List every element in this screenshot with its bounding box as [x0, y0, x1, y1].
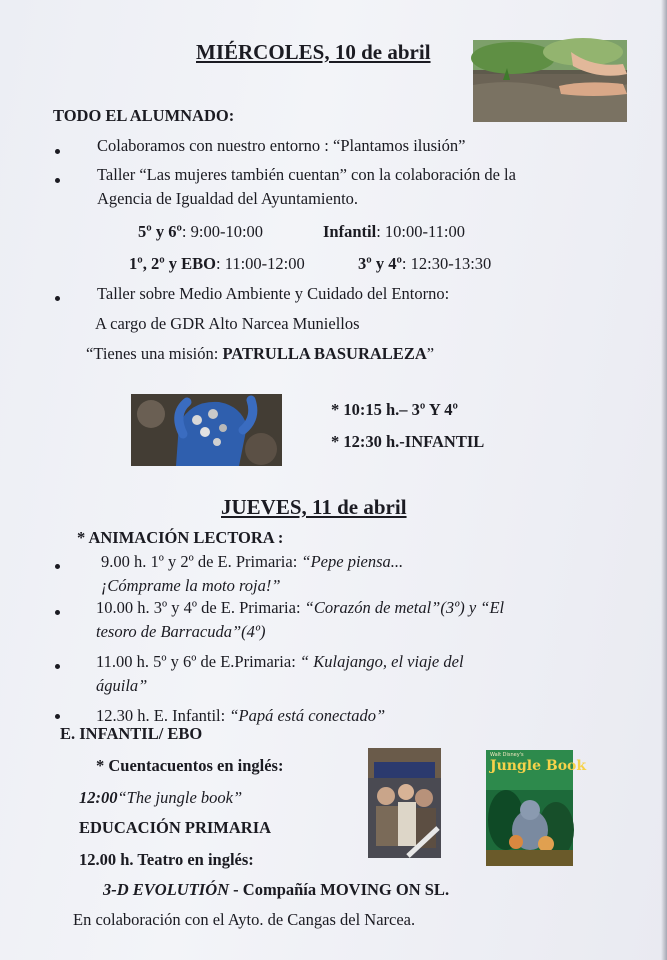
- jungle-book-logo: Jungle Book: [490, 758, 587, 774]
- schedule-time: : 12:30-13:30: [401, 254, 492, 273]
- bullet: [55, 664, 60, 669]
- lectura-row-2-line1: [96, 598, 504, 618]
- play-title: 3-D EVOLUTIÓN: [103, 880, 230, 899]
- jungle-title: “The jungle book”: [117, 788, 243, 807]
- bullet: [55, 714, 60, 719]
- lectura-row-3-line2: águila”: [96, 676, 148, 695]
- bullet: [55, 149, 60, 154]
- lectura-row-1-line2: ¡Cómprame la moto roja!”: [101, 576, 281, 595]
- jungle-book-line: [79, 788, 242, 808]
- schedule-label: 3º y 4º: [358, 254, 402, 273]
- lectura-time: 10.00 h. 3º y 4º de E. Primaria:: [96, 598, 305, 617]
- item-taller-mujeres-line2: Agencia de Igualdad del Ayuntamiento.: [97, 189, 359, 208]
- wednesday-title: MIÉRCOLES, 10 de abril: [196, 40, 431, 64]
- schedule-label: 5º y 6º: [138, 222, 182, 241]
- time-1015: * 10:15 h.– 3º Y 4º: [331, 400, 459, 419]
- schedule-row-2b: [358, 254, 491, 274]
- teatro-line: 12.00 h. Teatro en inglés:: [79, 850, 254, 869]
- item-medio-ambiente-line2: A cargo de GDR Alto Narcea Muniellos: [95, 314, 360, 333]
- book-title: “ Kulajango, el viaje del: [299, 652, 464, 671]
- lectura-row-1-line1: [101, 552, 403, 572]
- thursday-title: JUEVES, 11 de abril: [221, 495, 407, 519]
- jungle-book-poster: [486, 750, 587, 866]
- heading-educacion-primaria: EDUCACIÓN PRIMARIA: [79, 818, 272, 837]
- item-taller-mujeres-line1: Taller “Las mujeres también cuentan” con la colaboración de la: [97, 165, 516, 184]
- gloves-photo: [131, 394, 282, 466]
- bullet: [55, 178, 60, 183]
- time-1230: * 12:30 h.-INFANTIL: [331, 432, 485, 451]
- heading-infantil-ebo: E. INFANTIL/ EBO: [60, 724, 203, 743]
- company-name: - Compañía MOVING ON SL.: [229, 880, 450, 899]
- mission-prefix: “Tienes una misión:: [86, 344, 223, 363]
- section-todo-el-alumnado: TODO EL ALUMNADO:: [53, 106, 235, 125]
- lectura-row-4: [96, 706, 385, 726]
- schedule-time: : 10:00-11:00: [376, 222, 465, 241]
- lectura-time: 12.30 h. E. Infantil:: [96, 706, 230, 725]
- schedule-row-2: [129, 254, 305, 274]
- item-medio-ambiente-line1: Taller sobre Medio Ambiente y Cuidado del Entorno:: [97, 284, 450, 303]
- book-title: “Corazón de metal”(3º) y “El: [304, 598, 505, 617]
- bullet: [55, 564, 60, 569]
- schedule-row-1b: [323, 222, 465, 242]
- mission-suffix: ”: [426, 344, 435, 363]
- section-animacion-lectora: * ANIMACIÓN LECTORA :: [77, 528, 284, 547]
- mission-name: PATRULLA BASURALEZA: [222, 344, 427, 363]
- schedule-row-1: [138, 222, 263, 242]
- lectura-time: 11.00 h. 5º y 6º de E.Primaria:: [96, 652, 300, 671]
- schedule-time: : 11:00-12:00: [216, 254, 305, 273]
- evolution-line: [103, 880, 449, 900]
- lectura-row-2-line2: tesoro de Barracuda”(4º): [96, 622, 266, 641]
- schedule-label: 1º, 2º y EBO: [129, 254, 216, 273]
- bullet: [55, 610, 60, 615]
- lectura-row-3-line1: [96, 652, 464, 672]
- lectura-time: 9.00 h. 1º y 2º de E. Primaria:: [101, 552, 302, 571]
- jungle-time: 12:00: [79, 788, 118, 807]
- book-title: “Papá está conectado”: [229, 706, 386, 725]
- footer-collaboration: En colaboración con el Ayto. de Cangas del Narcea.: [73, 910, 416, 929]
- page-edge-shadow: [661, 0, 667, 960]
- mission-line: [86, 344, 434, 364]
- book-title: “Pepe piensa...: [301, 552, 404, 571]
- schedule-label: Infantil: [323, 222, 377, 241]
- cuentacuentos: * Cuentacuentos en inglés:: [96, 756, 284, 775]
- disney-label: Walt Disney's: [490, 752, 524, 758]
- item-plantamos: Colaboramos con nuestro entorno : “Plantamos ilusión”: [97, 136, 466, 155]
- theatre-poster: [368, 748, 441, 858]
- bullet: [55, 296, 60, 301]
- planting-photo: [473, 40, 627, 122]
- schedule-time: : 9:00-10:00: [181, 222, 264, 241]
